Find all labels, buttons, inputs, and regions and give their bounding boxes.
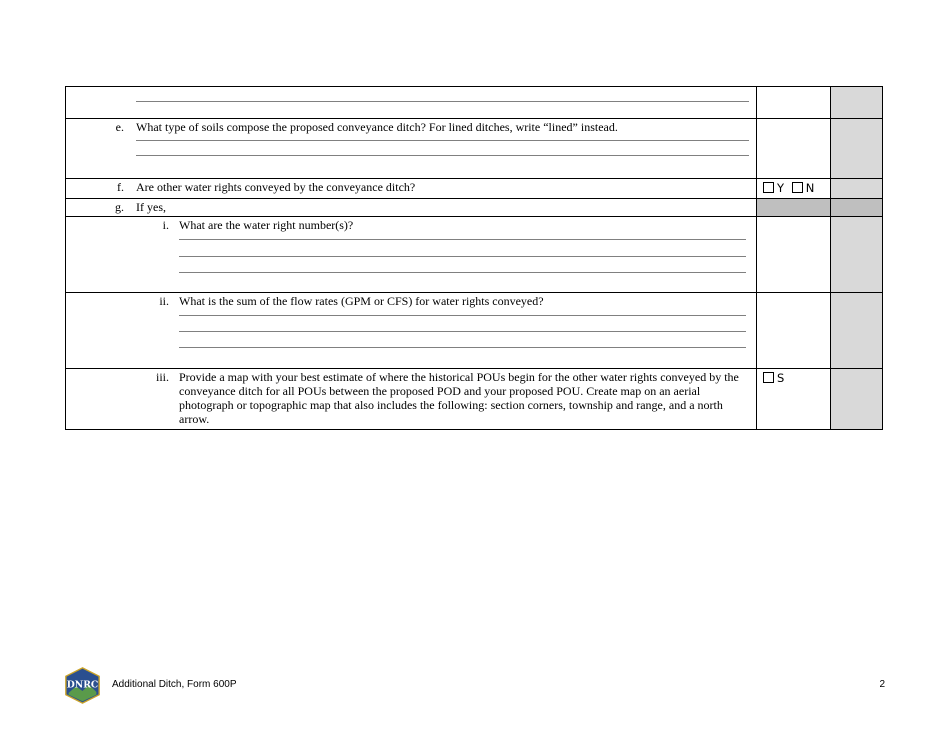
answer-line[interactable]: [179, 347, 746, 348]
item-marker: ii.: [159, 294, 169, 308]
checkbox-no[interactable]: [792, 182, 803, 193]
answer-line[interactable]: [179, 239, 746, 240]
office-use-cell: [831, 119, 883, 179]
table-row-continuation: [66, 87, 883, 119]
question-f-text: Are other water rights conveyed by the conveyance ditch?: [136, 180, 416, 194]
page-number: 2: [879, 679, 885, 690]
question-g-iii-text: Provide a map with your best estimate of where the historical POUs begin for the other water rights conveyed by the conveyance ditch for all POUs between the proposed POD and your proposed POU. Create map on an aerial photograph or topographic map that also includes the following: section corners, township and range, and a north arrow.: [179, 370, 739, 426]
checkbox-yes-label: Y: [777, 181, 785, 195]
answer-cell: [757, 369, 831, 430]
office-use-cell: [831, 217, 883, 293]
table-row-g-ii: [66, 293, 883, 369]
question-cell: [66, 369, 757, 430]
table-row-g-iii: [66, 369, 883, 430]
answer-cell: [757, 87, 831, 119]
checkbox-s-label: S: [777, 371, 785, 385]
question-cell: [66, 217, 757, 293]
item-marker: g.: [115, 200, 124, 214]
answer-line[interactable]: [136, 155, 749, 156]
form-name: Additional Ditch, Form 600P: [112, 679, 237, 690]
office-use-cell: [831, 369, 883, 430]
question-g-i-text: What are the water right number(s)?: [179, 218, 354, 232]
question-g-text: If yes,: [136, 200, 166, 214]
office-use-cell: [831, 199, 883, 217]
answer-cell: [757, 293, 831, 369]
office-use-cell: [831, 87, 883, 119]
question-e-text: What type of soils compose the proposed conveyance ditch? For lined ditches, write “lined” instead.: [136, 120, 618, 134]
logo-text: DNRC: [66, 679, 99, 691]
answer-cell: [757, 179, 831, 199]
checkbox-yes[interactable]: [763, 182, 774, 193]
checkbox-s[interactable]: [763, 372, 774, 383]
checkbox-no-label: N: [805, 181, 815, 195]
office-use-cell: [831, 179, 883, 199]
item-marker: e.: [115, 120, 124, 134]
answer-line[interactable]: [179, 256, 746, 257]
dnrc-logo-icon: [64, 667, 101, 704]
question-cell: [66, 87, 757, 119]
table-row-f: [66, 179, 883, 199]
answer-line[interactable]: [179, 272, 746, 273]
office-use-cell: [831, 293, 883, 369]
item-marker: i.: [162, 218, 169, 232]
answer-line[interactable]: [136, 101, 749, 102]
answer-line[interactable]: [179, 315, 746, 316]
table-row-e: [66, 119, 883, 179]
table-row-g: [66, 199, 883, 217]
answer-cell: [757, 119, 831, 179]
answer-line[interactable]: [179, 331, 746, 332]
question-cell: [66, 119, 757, 179]
question-cell: [66, 199, 757, 217]
question-cell: [66, 293, 757, 369]
question-g-ii-text: What is the sum of the flow rates (GPM or CFS) for water rights conveyed?: [179, 294, 544, 308]
item-marker: iii.: [155, 370, 169, 384]
item-marker: f.: [117, 180, 124, 194]
answer-line[interactable]: [136, 140, 749, 141]
table-row-g-i: [66, 217, 883, 293]
answer-cell-shaded: [757, 199, 831, 217]
question-cell: [66, 179, 757, 199]
answer-cell: [757, 217, 831, 293]
form-table: [65, 86, 883, 430]
